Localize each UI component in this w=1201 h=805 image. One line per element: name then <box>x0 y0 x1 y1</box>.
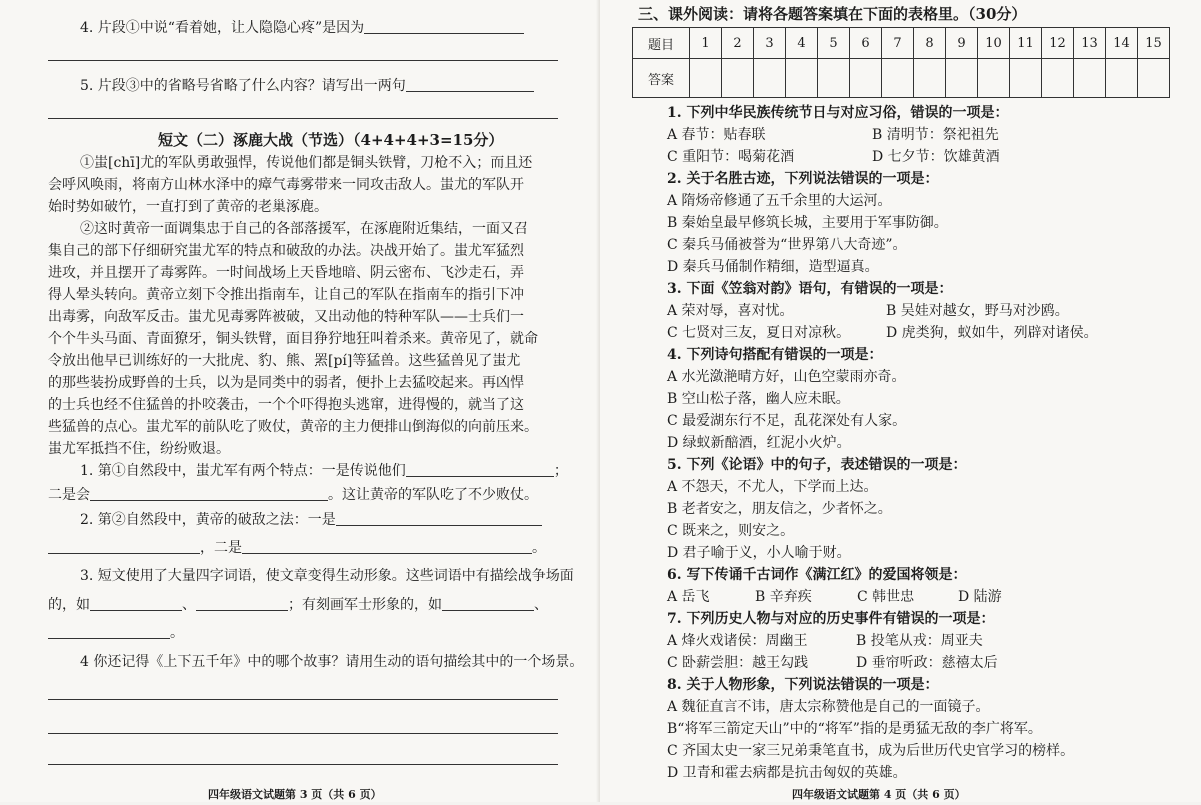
paragraph-line: 得人晕头转向。黄帝立刻下令推出指南车，让自己的军队在指南车的指引下冲 <box>48 287 524 303</box>
answer-blank[interactable] <box>364 19 524 34</box>
mc-question-1: 1. 下列中华民族传统节日与对应习俗，错误的一项是： <box>667 105 1009 121</box>
option-c[interactable]: C 七贤对三友，夏日对凉秋。 <box>667 325 851 341</box>
sub-question-3-cont <box>48 595 548 615</box>
option-d[interactable]: D 秦兵马俑制作精细，造型逼真。 <box>667 259 879 275</box>
punctuation: 、 <box>182 597 196 613</box>
punctuation: 。 <box>532 540 546 556</box>
sub-question-3-text: ；有刻画军士形象的，如 <box>288 597 442 613</box>
answer-cell[interactable] <box>754 59 786 98</box>
answer-cell[interactable] <box>1042 59 1074 98</box>
mc-question-7: 7. 下列历史人物与对应的历史事件有错误的一项是： <box>667 611 995 627</box>
answer-cell[interactable] <box>914 59 946 98</box>
question-4 <box>80 18 524 38</box>
answer-cell[interactable] <box>818 59 850 98</box>
table-number: 4 <box>786 28 818 59</box>
sub-question-1-text: 二是会 <box>48 487 90 503</box>
paragraph-line: 些猛兽的点心。蚩尤军的前队吃了败仗，黄帝的主力便排山倒海似的向前压来。 <box>48 419 538 435</box>
option-b[interactable]: B 空山松子落，幽人应未眠。 <box>667 391 850 407</box>
option-d[interactable]: D 垂帘听政：慈禧太后 <box>856 655 998 671</box>
option-a[interactable]: A 春节：贴春联 <box>667 127 766 143</box>
page-footer: 四年级语文试题第 4 页（共 6 页） <box>792 788 966 801</box>
paragraph-line: 始时势如破竹，一直打到了黄帝的老巢涿鹿。 <box>48 199 328 215</box>
page-footer: 四年级语文试题第 3 页（共 6 页） <box>208 788 382 801</box>
answer-blank[interactable] <box>406 462 554 477</box>
section-title: 短文（二）涿鹿大战（节选）（4+4+4+3=15分） <box>158 131 504 149</box>
section-title: 三、课外阅读：请将各题答案填在下面的表格里。（30分） <box>638 5 1027 23</box>
mc-question-6: 6. 写下传诵千古词作《满江红》的爱国将领是： <box>667 567 967 583</box>
paragraph-line: 令放出他早已训练好的一大批虎、豹、熊、罴[pí]等猛兽。这些猛兽见了蚩尤 <box>48 353 521 369</box>
punctuation: 、 <box>534 597 548 613</box>
answer-line[interactable] <box>48 764 558 765</box>
option-a[interactable]: A 荣对辱，喜对忧。 <box>667 303 794 319</box>
option-d[interactable]: D 卫青和霍去病都是抗击匈奴的英雄。 <box>667 765 907 781</box>
table-number: 11 <box>1010 28 1042 59</box>
option-a[interactable]: A 不怨天，不尤人，下学而上达。 <box>667 479 878 495</box>
paragraph-line: ②这时黄帝一面调集忠于自己的各部落援军，在涿鹿附近集结，一面又召 <box>80 221 528 237</box>
table-number: 15 <box>1138 28 1170 59</box>
paragraph-line: 个个牛头马面、青面獠牙，铜头铁臂，面目狰狞地狂叫着杀来。黄帝见了，就命 <box>48 331 538 347</box>
table-number: 5 <box>818 28 850 59</box>
mc-question-3: 3. 下面《笠翁对韵》语句，有错误的一项是： <box>667 281 953 297</box>
table-number: 2 <box>722 28 754 59</box>
option-c[interactable]: C 重阳节：喝菊花酒 <box>667 149 795 165</box>
option-b[interactable]: B 吴娃对越女，野马对沙鸥。 <box>886 303 1069 319</box>
answer-cell[interactable] <box>882 59 914 98</box>
exam-page-3 <box>0 0 600 802</box>
table-answer-label: 答案 <box>633 59 690 98</box>
answer-line[interactable] <box>48 118 558 119</box>
option-a[interactable]: A 烽火戏诸侯：周幽王 <box>667 633 808 649</box>
sub-question-2-text: 2. 第②自然段中，黄帝的破敌之法：一是 <box>80 512 336 528</box>
answer-cell[interactable] <box>1074 59 1106 98</box>
answer-cell[interactable] <box>978 59 1010 98</box>
sub-question-1 <box>80 461 568 481</box>
answer-line[interactable] <box>48 733 558 734</box>
answer-blank[interactable] <box>48 624 170 639</box>
option-c[interactable]: C 既来之，则安之。 <box>667 523 795 539</box>
question-5-text: 5. 片段③中的省略号省略了什么内容？请写出一两句 <box>80 78 406 94</box>
answer-blank[interactable] <box>90 486 328 501</box>
option-b[interactable]: B 秦始皇最早修筑长城，主要用于军事防御。 <box>667 215 948 231</box>
answer-line[interactable] <box>48 60 558 61</box>
answer-cell[interactable] <box>946 59 978 98</box>
option-c[interactable]: C 秦兵马俑被誉为“世界第八大奇迹”。 <box>667 237 907 253</box>
sub-question-2 <box>80 510 542 530</box>
answer-blank[interactable] <box>242 539 532 554</box>
table-number: 8 <box>914 28 946 59</box>
option-b[interactable]: B 投笔从戎：周亚夫 <box>856 633 983 649</box>
table-number: 10 <box>978 28 1010 59</box>
answer-table-header-row <box>633 28 1170 59</box>
paragraph-line: 的士兵也经不住猛兽的扑咬袭击，一个个吓得抱头逃窜，进得慢的，就当了这 <box>48 397 524 413</box>
table-number: 14 <box>1106 28 1138 59</box>
table-number: 9 <box>946 28 978 59</box>
paragraph-line: 集自己的部下仔细研究蚩尤军的特点和破敌的办法。决战开始了。蚩尤军猛烈 <box>48 243 524 259</box>
sub-question-4-text: 4 你还记得《上下五千年》中的哪个故事？请用生动的语句描绘其中的一个场景。 <box>80 654 584 670</box>
table-number: 12 <box>1042 28 1074 59</box>
option-a[interactable]: A 岳飞 <box>667 589 710 605</box>
answer-cell[interactable] <box>722 59 754 98</box>
mc-question-5: 5. 下列《论语》中的句子，表述错误的一项是： <box>667 457 967 473</box>
option-c[interactable]: C 齐国太史一家三兄弟秉笔直书，成为后世历代史官学习的榜样。 <box>667 743 1075 759</box>
answer-cell[interactable] <box>690 59 722 98</box>
punctuation: ； <box>553 463 568 479</box>
paragraph-line: 的那些装扮成野兽的士兵，以为是同类中的弱者，便扑上去猛咬起来。再凶悍 <box>48 375 524 391</box>
answer-cell[interactable] <box>1106 59 1138 98</box>
punctuation: 。 <box>170 625 184 641</box>
mc-question-8: 8. 关于人物形象，下列说法错误的一项是： <box>667 677 939 693</box>
table-number: 13 <box>1074 28 1106 59</box>
option-d[interactable]: D 君子喻于义，小人喻于财。 <box>667 545 851 561</box>
answer-blank[interactable] <box>406 77 534 92</box>
answer-blank[interactable] <box>90 596 182 611</box>
sub-question-3 <box>80 566 574 586</box>
option-b[interactable]: B 老者安之，朋友信之，少者怀之。 <box>667 501 892 517</box>
mc-question-4: 4. 下列诗句搭配有错误的一项是： <box>667 347 883 363</box>
table-head-label: 题目 <box>633 28 690 59</box>
option-c[interactable]: C 韩世忠 <box>857 589 915 605</box>
answer-cell[interactable] <box>1138 59 1170 98</box>
sub-question-1-text: 1. 第①自然段中，蚩尤军有两个特点：一是传说他们 <box>80 463 406 479</box>
sub-question-3-text: 的，如 <box>48 597 90 613</box>
answer-table-answer-row <box>633 59 1170 98</box>
option-c[interactable]: C 卧薪尝胆：越王勾践 <box>667 655 809 671</box>
answer-blank[interactable] <box>48 539 200 554</box>
answer-line[interactable] <box>48 699 558 700</box>
paragraph-line: ①蚩[chī]尤的军队勇敢强悍，传说他们都是铜头铁臂，刀枪不入；而且还 <box>80 155 533 171</box>
answer-cell[interactable] <box>1010 59 1042 98</box>
option-b[interactable]: B 辛弃疾 <box>755 589 812 605</box>
paragraph-line: 蚩尤军抵挡不住，纷纷败退。 <box>48 441 230 457</box>
question-4-text: 4. 片段①中说“看着她，让人隐隐心疼”是因为 <box>80 20 365 36</box>
option-d[interactable]: D 虎类狗，蚁如牛，列辟对诸侯。 <box>886 325 1098 341</box>
sub-question-3-cont2 <box>48 623 184 643</box>
mc-question-2: 2. 关于名胜古迹，下列说法错误的一项是： <box>667 171 939 187</box>
option-a[interactable]: A 魏征直言不讳，唐太宗称赞他是自己的一面镜子。 <box>667 699 990 715</box>
sub-question-1-text: 。这让黄帝的军队吃了不少败仗。 <box>328 487 538 503</box>
option-c[interactable]: C 最爱湖东行不足，乱花深处有人家。 <box>667 413 907 429</box>
option-a[interactable]: A 隋炀帝修通了五千余里的大运河。 <box>667 193 892 209</box>
answer-cell[interactable] <box>786 59 818 98</box>
option-b[interactable]: B“将军三箭定天山”中的“将军”指的是勇猛无敌的李广将军。 <box>667 721 1042 737</box>
answer-blank[interactable] <box>196 596 288 611</box>
paragraph-line: 出毒雾，向敌军反击。蚩尤见毒雾阵被破，又出动他的特种军队——士兵们一 <box>48 309 524 325</box>
sub-question-2-cont <box>48 538 546 558</box>
option-b[interactable]: B 清明节：祭祀祖先 <box>872 127 999 143</box>
table-number: 3 <box>754 28 786 59</box>
answer-blank[interactable] <box>336 511 542 526</box>
table-number: 1 <box>690 28 722 59</box>
option-a[interactable]: A 水光潋滟晴方好，山色空蒙雨亦奇。 <box>667 369 906 385</box>
answer-cell[interactable] <box>850 59 882 98</box>
sub-question-1-cont <box>48 485 538 505</box>
option-d[interactable]: D 陆游 <box>958 589 1002 605</box>
sub-question-4 <box>80 652 583 672</box>
question-5 <box>80 76 534 96</box>
sub-question-3-text: 3. 短文使用了大量四字词语，使文章变得生动形象。这些词语中有描绘战争场面 <box>80 568 574 584</box>
answer-table <box>632 27 1170 98</box>
table-number: 6 <box>850 28 882 59</box>
sub-question-2-text: ，二是 <box>200 540 242 556</box>
table-number: 7 <box>882 28 914 59</box>
paragraph-line: 进攻，并且摆开了毒雾阵。一时间战场上天昏地暗、阴云密布、飞沙走石，弄 <box>48 265 524 281</box>
option-d[interactable]: D 七夕节：饮雄黄酒 <box>872 149 1000 165</box>
option-d[interactable]: D 绿蚁新醅酒，红泥小火炉。 <box>667 435 851 451</box>
answer-blank[interactable] <box>442 596 534 611</box>
paragraph-line: 会呼风唤雨，将南方山林水泽中的瘴气毒雾带来一同攻击敌人。蚩尤的军队开 <box>48 177 524 193</box>
